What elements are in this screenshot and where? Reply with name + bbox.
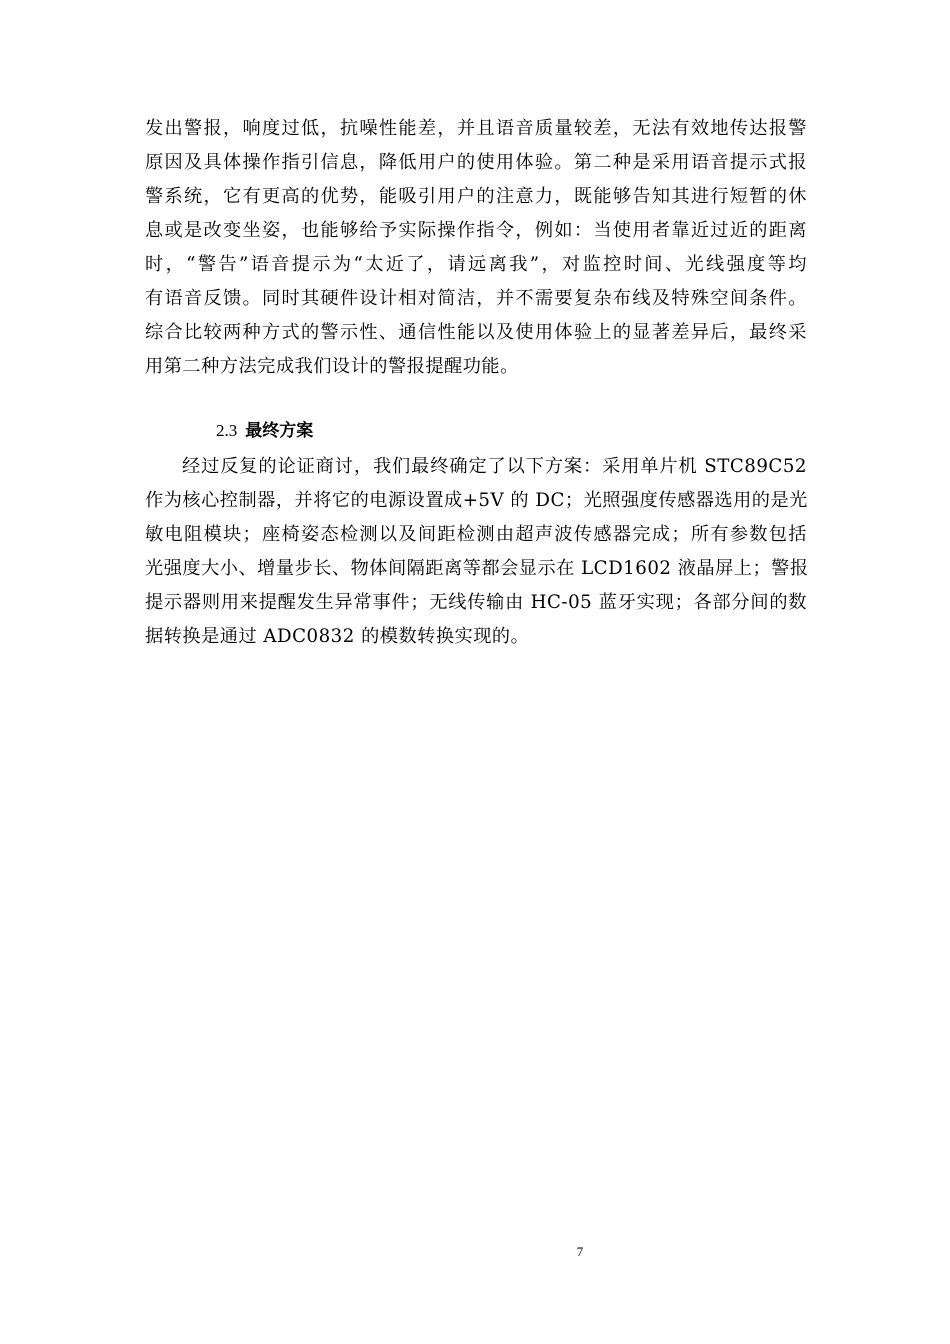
paragraph-1-line-7: 综合比较两种方式的警示性、通信性能以及使用体验上的显著差异后，最终采 [145, 322, 807, 343]
paragraph-1-line-1: 发出警报，响度过低，抗噪性能差，并且语音质量较差，无法有效地传达报警 [145, 118, 807, 139]
paragraph-1-line-6: 有语音反馈。同时其硬件设计相对简洁，并不需要复杂布线及特殊空间条件。 [145, 288, 807, 309]
paragraph-1-line-4: 息或是改变坐姿，也能够给予实际操作指令，例如：当使用者靠近过近的距离 [145, 220, 807, 241]
paragraph-1-line-8: 用第二种方法完成我们设计的警报提醒功能。 [145, 356, 519, 377]
paragraph-2-line-3: 敏电阻模块；座椅姿态检测以及间距检测由超声波传感器完成；所有参数包括 [145, 524, 807, 545]
paragraph-2-line-1: 经过反复的论证商讨，我们最终确定了以下方案：采用单片机 STC89C52 [182, 456, 807, 477]
paragraph-1-line-3: 警系统，它有更高的优势，能吸引用户的注意力，既能够告知其进行短暂的休 [145, 186, 807, 207]
section-number: 2.3 [216, 421, 238, 440]
paragraph-1-line-2: 原因及具体操作指引信息，降低用户的使用体验。第二种是采用语音提示式报 [145, 152, 807, 173]
paragraph-2-line-5: 提示器则用来提醒发生异常事件；无线传输由 HC-05 蓝牙实现；各部分间的数 [145, 592, 807, 613]
paragraph-2-line-4: 光强度大小、增量步长、物体间隔距离等都会显示在 LCD1602 液晶屏上；警报 [145, 558, 809, 579]
paragraph-2-line-2: 作为核心控制器，并将它的电源设置成+5V 的 DC；光照强度传感器选用的是光 [145, 490, 808, 511]
section-heading [216, 414, 313, 448]
paragraph-2-line-6: 据转换是通过 ADC0832 的模数转换实现的。 [145, 626, 530, 647]
section-title: 最终方案 [245, 421, 314, 441]
page-number: 7 [576, 1244, 584, 1259]
paragraph-1-line-5: 时，“警告”语音提示为“太近了，请远离我”，对监控时间、光线强度等均 [145, 254, 807, 275]
